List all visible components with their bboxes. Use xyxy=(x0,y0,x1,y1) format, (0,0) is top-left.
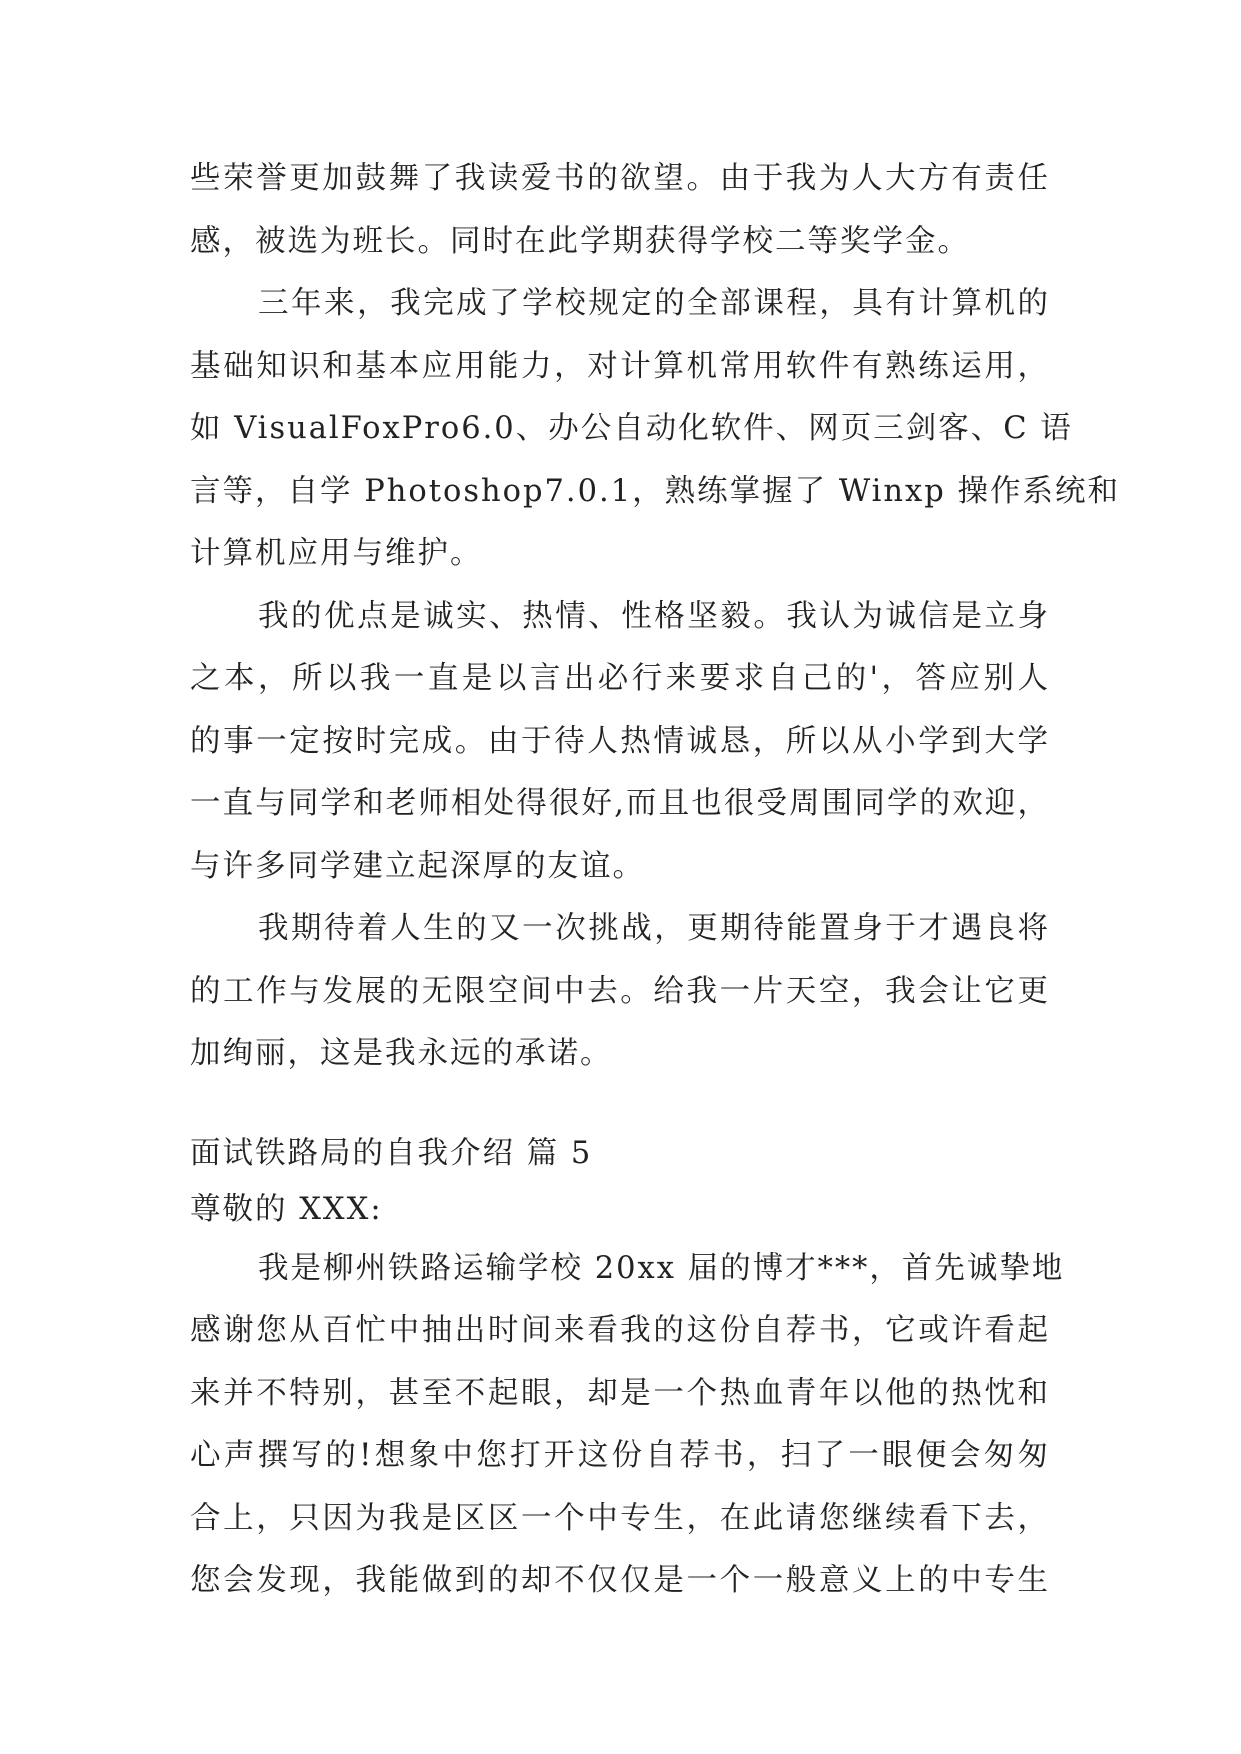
text-line: 感谢您从百忙中抽出时间来看我的这份自荐书，它或许看起 xyxy=(190,1313,1050,1348)
text-line: 计算机应用与维护。 xyxy=(190,536,483,571)
text-line: 加绚丽，这是我永远的承诺。 xyxy=(190,1036,613,1071)
paragraph-courses xyxy=(190,273,1120,586)
text-line: 我是柳州铁路运输学校 20xx 届的博才***，首先诚挚地 xyxy=(258,1250,1065,1286)
text-line: 言等，自学 Photoshop7.0.1，熟练掌握了 Winxp 操作系统和 xyxy=(190,473,1120,509)
text-line: 感，被选为班长。同时在此学期获得学校二等奖学金。 xyxy=(190,223,970,259)
text-line: 基础知识和基本应用能力，对计算机常用软件有熟练运用， xyxy=(190,348,1050,384)
text-line: 的工作与发展的无限空间中去。给我一片天空，我会让它更 xyxy=(190,973,1050,1009)
text-line: 来并不特别，甚至不起眼，却是一个热血青年以他的热忱和 xyxy=(190,1375,1050,1411)
text-line: 我期待着人生的又一次挑战，更期待能置身于才遇良将 xyxy=(258,911,1050,946)
text-line: 如 VisualFoxPro6.0、办公自动化软件、网页三剑客、C 语 xyxy=(190,411,1073,446)
paragraph-honors xyxy=(190,148,1050,273)
text-line: 心声撰写的!想象中您打开这份自荐书，扫了一眼便会匆匆 xyxy=(190,1438,1050,1473)
text-line: 之本，所以我一直是以言出必行来要求自己的'，答应别人 xyxy=(190,661,1050,696)
text-line: 我的优点是诚实、热情、性格坚毅。我认为诚信是立身 xyxy=(258,598,1050,634)
paragraph-introduction xyxy=(190,1238,1065,1613)
text-line: 合上，只因为我是区区一个中专生，在此请您继续看下去， xyxy=(190,1500,1050,1536)
text-line: 一直与同学和老师相处得很好,而且也很受周围同学的欢迎， xyxy=(190,786,1050,821)
text-line: 的事一定按时完成。由于待人热情诚恳，所以从小学到大学 xyxy=(190,723,1050,759)
text-line: 些荣誉更加鼓舞了我读爱书的欲望。由于我为人大方有责任 xyxy=(190,161,1050,196)
text-line: 三年来，我完成了学校规定的全部课程，具有计算机的 xyxy=(258,286,1050,321)
paragraph-expectation xyxy=(190,898,1050,1086)
section-heading: 面试铁路局的自我介绍 篇 5 xyxy=(190,1135,593,1171)
salutation: 尊敬的 XXX: xyxy=(190,1191,383,1227)
document-page xyxy=(190,148,1120,1613)
text-line: 您会发现，我能做到的却不仅仅是一个一般意义上的中专生 xyxy=(190,1563,1050,1598)
text-line: 与许多同学建立起深厚的友谊。 xyxy=(190,848,645,884)
paragraph-strengths xyxy=(190,586,1050,899)
section-spacer xyxy=(190,1086,1050,1126)
